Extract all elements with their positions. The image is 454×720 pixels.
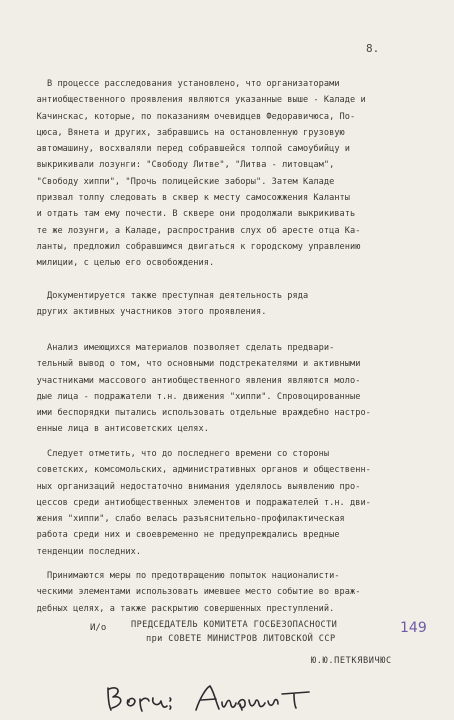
text-line: ных организаций недостаточно внимания уделялось выявлению про- — [0, 481, 361, 492]
text-line: ческими элементами использовать имевшее место событие во враж- — [0, 587, 361, 598]
paragraph-documented — [0, 288, 454, 321]
text-line: Документируется также преступная деятельность ряда — [0, 291, 309, 301]
text-line: и отдать там ему почести. В сквере они продолжали выкрикивать — [0, 209, 356, 220]
text-line: ими беспорядки пытались использовать отдельные враждебно настро- — [0, 408, 371, 419]
text-line: "Свободу хиппи", "Прочь полицейские заборы". Затем Каладе — [0, 176, 335, 187]
paragraph-note — [0, 446, 454, 560]
text-line: тенденции последних. — [0, 546, 142, 557]
paragraph-measures — [0, 568, 454, 617]
text-line: Следует отметить, что до последнего времени со стороны — [0, 449, 330, 459]
archive-number-stamp: 149 — [400, 620, 427, 636]
text-line: тельный вывод о том, что основными подстрекателями и активными — [0, 359, 361, 370]
text-line: милиции, с целью его освобождения. — [0, 258, 215, 269]
text-line: Анализ имеющихся материалов позволяет сделать предвари- — [0, 343, 335, 353]
text-line: других активных участников этого проявления. — [0, 307, 267, 318]
text-line: ланты, предложил собравшимся двигаться к городскому управлению — [0, 241, 361, 252]
text-line: участниками массового антиобщественного явления являются моло- — [0, 375, 361, 386]
text-line: жения "хиппи", слабо велась разъяснительно-профилактическая — [0, 514, 345, 525]
page-number: 8. — [366, 42, 380, 55]
acting-prefix: И/о — [90, 623, 107, 633]
text-line: призвал толпу следовать в сквер к месту самосожжения Каланты — [0, 193, 350, 204]
text-line: Принимаются меры по предотвращению попыток националисти- — [0, 571, 340, 581]
signatory-title-line2: при СОВЕТЕ МИНИСТРОВ ЛИТОВСКОЙ ССР — [146, 634, 336, 644]
text-line: работа среди них и своевременно не предупреждались вредные — [0, 530, 340, 541]
text-line: советских, комсомольских, административных органов и общественн- — [0, 465, 371, 476]
text-line: цюса, Вянета и других, забравшись на остановленную грузовую — [0, 127, 345, 138]
text-line: Качинскас, которые, по показаниям очевидцев Федоравичюса, По- — [0, 111, 356, 122]
paragraph-analysis — [0, 340, 454, 438]
text-line: енные лица в антисоветских целях. — [0, 424, 209, 435]
text-line: дые лица - подражатели т.н. движения "хиппи". Спровоцированные — [0, 391, 361, 402]
text-line: выкрикивали лозунги: "Свободу Литве", "Литва - литовцам", — [0, 160, 335, 171]
signatory-name: Ю.Ю.ПЕТКЯВИЧЮС — [311, 656, 392, 666]
text-line: антиобщественного проявления являются указанные выше - Каладе и — [0, 95, 366, 106]
text-line: дебных целях, а также раскрытию совершенных преступлений. — [0, 603, 335, 614]
paragraph-investigation — [0, 76, 454, 272]
signatory-title-line1: ПРЕДСЕДАТЕЛЬ КОМИТЕТА ГОСБЕЗОПАСНОСТИ — [131, 620, 338, 630]
text-line: автомашину, восхваляли перед собравшейся толпой самоубийцу и — [0, 144, 350, 155]
handwritten-signature — [104, 680, 344, 714]
text-line: те же лозунги, а Каладе, распространив слух об аресте отца Ка- — [0, 225, 361, 236]
text-line: В процессе расследования установлено, что организаторами — [0, 79, 340, 89]
text-line: цессов среди антиобщественных элементов и подражателей т.н. дви- — [0, 497, 371, 508]
